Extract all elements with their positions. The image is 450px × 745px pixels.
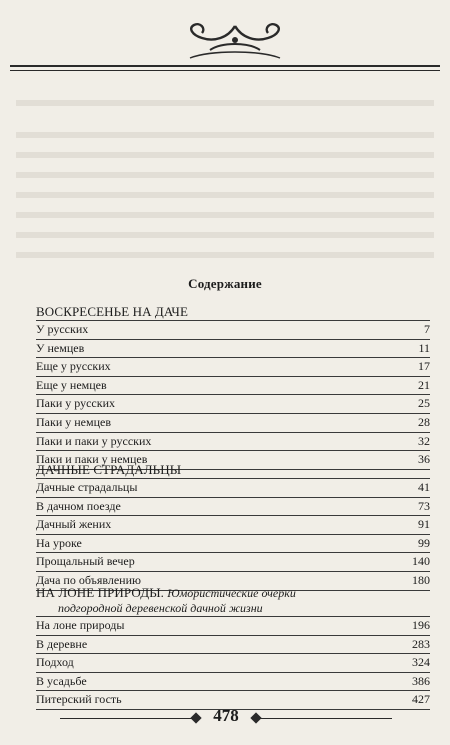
section-subtitle: подгородной деревенской дачной жизни bbox=[36, 601, 430, 617]
flourish-ornament-icon bbox=[180, 20, 290, 62]
toc-entry[interactable]: Дачные страдальцы 41 bbox=[36, 479, 430, 498]
toc-entry[interactable]: Паки у русских 25 bbox=[36, 395, 430, 414]
bleed-through bbox=[16, 212, 434, 218]
section-title: ВОСКРЕСЕНЬЕ НА ДАЧЕ bbox=[36, 304, 430, 321]
header-rule-thick bbox=[10, 65, 440, 67]
toc-entry[interactable]: В усадьбе 386 bbox=[36, 673, 430, 692]
toc-section bbox=[36, 585, 430, 710]
toc-entry[interactable]: Еще у немцев 21 bbox=[36, 377, 430, 396]
bleed-through bbox=[16, 192, 434, 198]
toc-entry[interactable]: У русских 7 bbox=[36, 321, 430, 340]
page-footer bbox=[0, 704, 450, 734]
bleed-through bbox=[16, 132, 434, 138]
toc-entry[interactable]: Дачный жених 91 bbox=[36, 516, 430, 535]
bleed-through bbox=[16, 232, 434, 238]
toc-entry[interactable]: Подход 324 bbox=[36, 654, 430, 673]
header-band bbox=[0, 0, 450, 92]
section-title: ДАЧНЫЕ СТРАДАЛЬЦЫ bbox=[36, 462, 430, 479]
bleed-through bbox=[16, 252, 434, 258]
toc-entry[interactable]: Паки у немцев 28 bbox=[36, 414, 430, 433]
toc-entry[interactable]: Паки и паки у немцев 36 bbox=[36, 451, 430, 470]
bleed-through bbox=[16, 152, 434, 158]
page-number: 478 bbox=[213, 706, 239, 725]
toc-entry[interactable]: Еще у русских 17 bbox=[36, 358, 430, 377]
toc-entry[interactable]: В деревне 283 bbox=[36, 636, 430, 655]
section-title: НА ЛОНЕ ПРИРОДЫ. Юмористические очерки bbox=[36, 585, 296, 600]
toc-entry[interactable]: Прощальный вечер 140 bbox=[36, 553, 430, 572]
toc-entry[interactable]: На уроке 99 bbox=[36, 535, 430, 554]
toc-entry[interactable]: Питерский гость 427 bbox=[36, 691, 430, 710]
footer-rule bbox=[60, 718, 200, 719]
footer-rule bbox=[252, 718, 392, 719]
toc-entry[interactable]: Дача по объявлению 180 bbox=[36, 572, 430, 591]
page-title: Содержание bbox=[188, 276, 262, 291]
toc-entry[interactable]: У немцев 11 bbox=[36, 340, 430, 359]
bleed-through bbox=[16, 172, 434, 178]
header-rule-thin bbox=[10, 70, 440, 71]
toc-entry[interactable]: На лоне природы 196 bbox=[36, 617, 430, 636]
toc-entry[interactable]: В дачном поезде 73 bbox=[36, 498, 430, 517]
toc-section bbox=[36, 462, 430, 591]
bleed-through bbox=[16, 100, 434, 106]
toc-section bbox=[36, 304, 430, 470]
toc-entry[interactable]: Паки и паки у русских 32 bbox=[36, 433, 430, 452]
